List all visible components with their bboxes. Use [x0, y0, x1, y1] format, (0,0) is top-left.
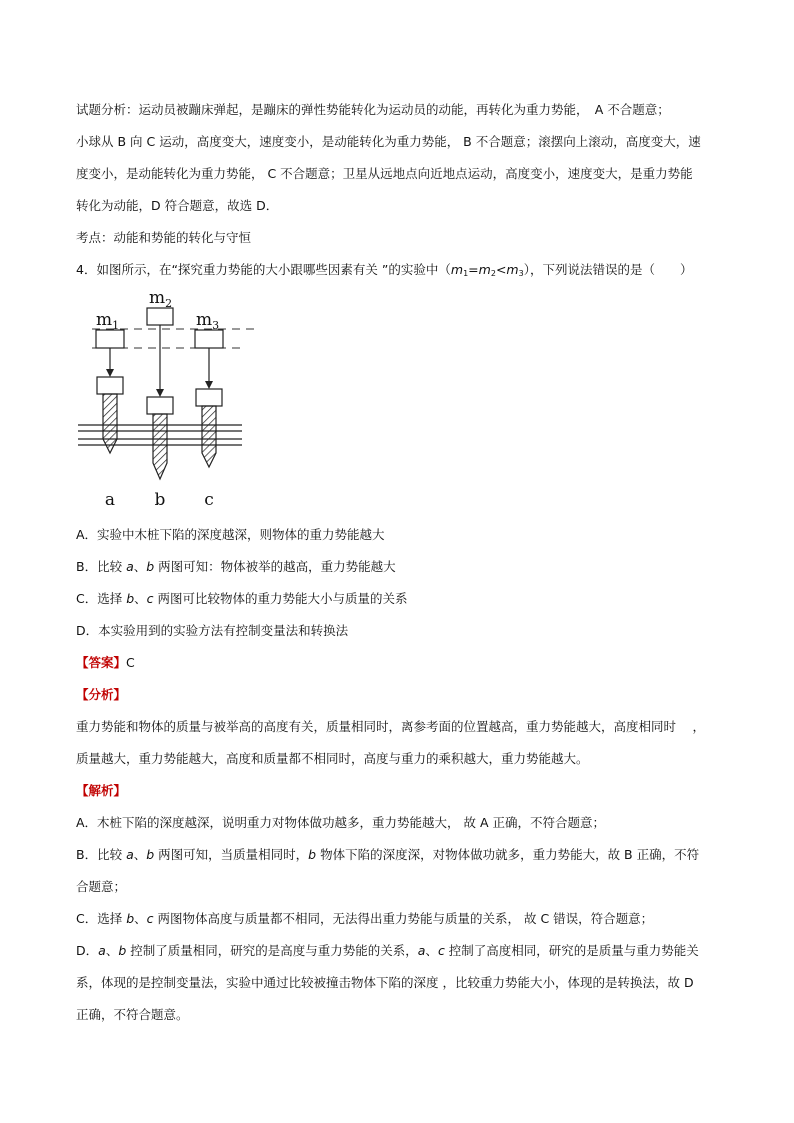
- jd-a2: a: [417, 943, 426, 958]
- pile-a-cap: [97, 377, 123, 394]
- mass-m1-sub: 1: [463, 269, 469, 278]
- answer-line: [76, 655, 135, 671]
- option-b-a: a: [126, 559, 134, 574]
- jb-mid: 两图可知，当质量相同时，: [154, 847, 309, 862]
- jb-pre: B．比较: [76, 847, 127, 862]
- pile-b-body: [153, 414, 167, 479]
- label-m2: $m_2$: [149, 288, 173, 310]
- jc-b: b: [126, 911, 135, 926]
- mass-m2-sub: 2: [490, 269, 496, 278]
- jiexi-d-line-1: [76, 943, 699, 959]
- analysis-line-3: 度变小，是动能转化为重力势能， C 不合题意；卫星从远地点向近地点运动，高度变小，速度变大，是重力势能: [76, 166, 693, 181]
- analysis-line-4: 转化为动能，D 符合题意，故选 D．: [76, 198, 279, 213]
- jb-b: b: [146, 847, 155, 862]
- weight-m1-box: [96, 330, 124, 348]
- pile-b-cap: [147, 397, 173, 414]
- jd-post: 控制了高度相同，研究的是质量与重力势能关: [444, 943, 699, 958]
- experiment-figure: [74, 283, 264, 513]
- jiexi-c: [76, 911, 653, 927]
- stem-text-a: 4．如图所示，在“探究重力势能的大小跟哪些因素有关 ”的实验中（: [76, 262, 451, 277]
- jb-post: 物体下陷的深度深，对物体做功就多，重力势能大，故 B 正确，不符: [316, 847, 700, 862]
- label-m1: $m_1$: [96, 310, 120, 332]
- label-a: a: [104, 490, 116, 510]
- jd-mid: 控制了质量相同，研究的是高度与重力势能的关系，: [126, 943, 418, 958]
- eq-sign: =: [468, 262, 479, 277]
- option-c-b: b: [126, 591, 135, 606]
- arrowhead-m1: [106, 369, 114, 377]
- option-a: A．实验中木桩下陷的深度越深，则物体的重力势能越大: [76, 527, 385, 542]
- option-c-c: c: [146, 591, 154, 606]
- answer-label: 【答案】: [76, 655, 127, 670]
- jiexi-label: 【解析】: [76, 783, 127, 798]
- arrowhead-m2: [156, 389, 164, 397]
- jb-sep: 、: [133, 847, 147, 862]
- jc-pre: C．选择: [76, 911, 127, 926]
- option-d: D．本实验用到的实验方法有控制变量法和转换法: [76, 623, 349, 638]
- fenxi-label: 【分析】: [76, 687, 127, 702]
- analysis-line-1: 试题分析：运动员被蹦床弹起，是蹦床的弹性势能转化为运动员的动能，再转化为重力势能， A 不合题意；: [76, 102, 670, 117]
- jd-a: a: [98, 943, 106, 958]
- mass-m3: m: [506, 262, 519, 277]
- option-c-pre: C．选择: [76, 591, 127, 606]
- arrowhead-m3: [205, 381, 213, 389]
- pile-c-body: [202, 406, 216, 467]
- label-m3: $m_3$: [196, 310, 220, 332]
- label-b: b: [154, 490, 166, 510]
- weight-m3-box: [195, 330, 223, 348]
- option-b-b: b: [146, 559, 155, 574]
- kaodian-line: 考点：动能和势能的转化与守恒: [76, 230, 252, 245]
- jiexi-b-line-1: [76, 847, 699, 863]
- jiexi-d-line-3: 正确，不符合题意。: [76, 1007, 189, 1022]
- fenxi-line-1: 重力势能和物体的质量与被举高的高度有关，质量相同时，离参考面的位置越高，重力势能越大，高度相同时 ，: [76, 719, 705, 734]
- jd-sep: 、: [105, 943, 119, 958]
- option-b-post: 两图可知：物体被举的越高，重力势能越大: [154, 559, 396, 574]
- jc-sep: 、: [134, 911, 147, 926]
- jd-c: c: [437, 943, 445, 958]
- option-c-post: 两图可比较物体的重力势能大小与质量的关系: [153, 591, 408, 606]
- jd-b: b: [118, 943, 127, 958]
- weight-m2-box: [147, 308, 173, 325]
- mass-m2: m: [478, 262, 491, 277]
- jb-a: a: [126, 847, 134, 862]
- answer-value: C: [126, 655, 135, 670]
- jd-pre: D．: [76, 943, 99, 958]
- jc-post: 两图物体高度与质量都不相同，无法得出重力势能与质量的关系， 故 C 错误，符合题意；: [153, 911, 654, 926]
- label-c: c: [204, 490, 214, 510]
- option-b: [76, 559, 396, 575]
- lt-sign: <: [495, 262, 507, 277]
- option-b-pre: B．比较: [76, 559, 127, 574]
- pile-c-cap: [196, 389, 222, 406]
- mass-m1: m: [450, 262, 464, 277]
- mass-m3-sub: 3: [518, 269, 524, 278]
- question-stem: [76, 262, 692, 282]
- jd-sep2: 、: [425, 943, 438, 958]
- option-c-sep: 、: [134, 591, 147, 606]
- jiexi-a: A．木桩下陷的深度越深，说明重力对物体做功越多，重力势能越大， 故 A 正确，不符合题意；: [76, 815, 606, 830]
- jiexi-b-line-2: 合题意；: [76, 879, 127, 894]
- analysis-line-2: 小球从 B 向 C 运动，高度变大，速度变小，是动能转化为重力势能， B 不合题意；滚摆向上滚动，高度变大，速: [76, 134, 701, 149]
- option-c: [76, 591, 408, 607]
- pile-a-body: [103, 394, 117, 453]
- fenxi-line-2: 质量越大，重力势能越大，高度和质量都不相同时，高度与重力的乘积越大，重力势能越大。: [76, 751, 589, 766]
- jiexi-d-line-2: 系，体现的是控制变量法，实验中通过比较被撞击物体下陷的深度 ，比较重力势能大小，体现的是转换法，故 D: [76, 975, 694, 990]
- option-b-sep: 、: [133, 559, 147, 574]
- jc-c: c: [146, 911, 154, 926]
- jb-b2: b: [308, 847, 317, 862]
- stem-text-b: ），下列说法错误的是（ ）: [523, 262, 693, 277]
